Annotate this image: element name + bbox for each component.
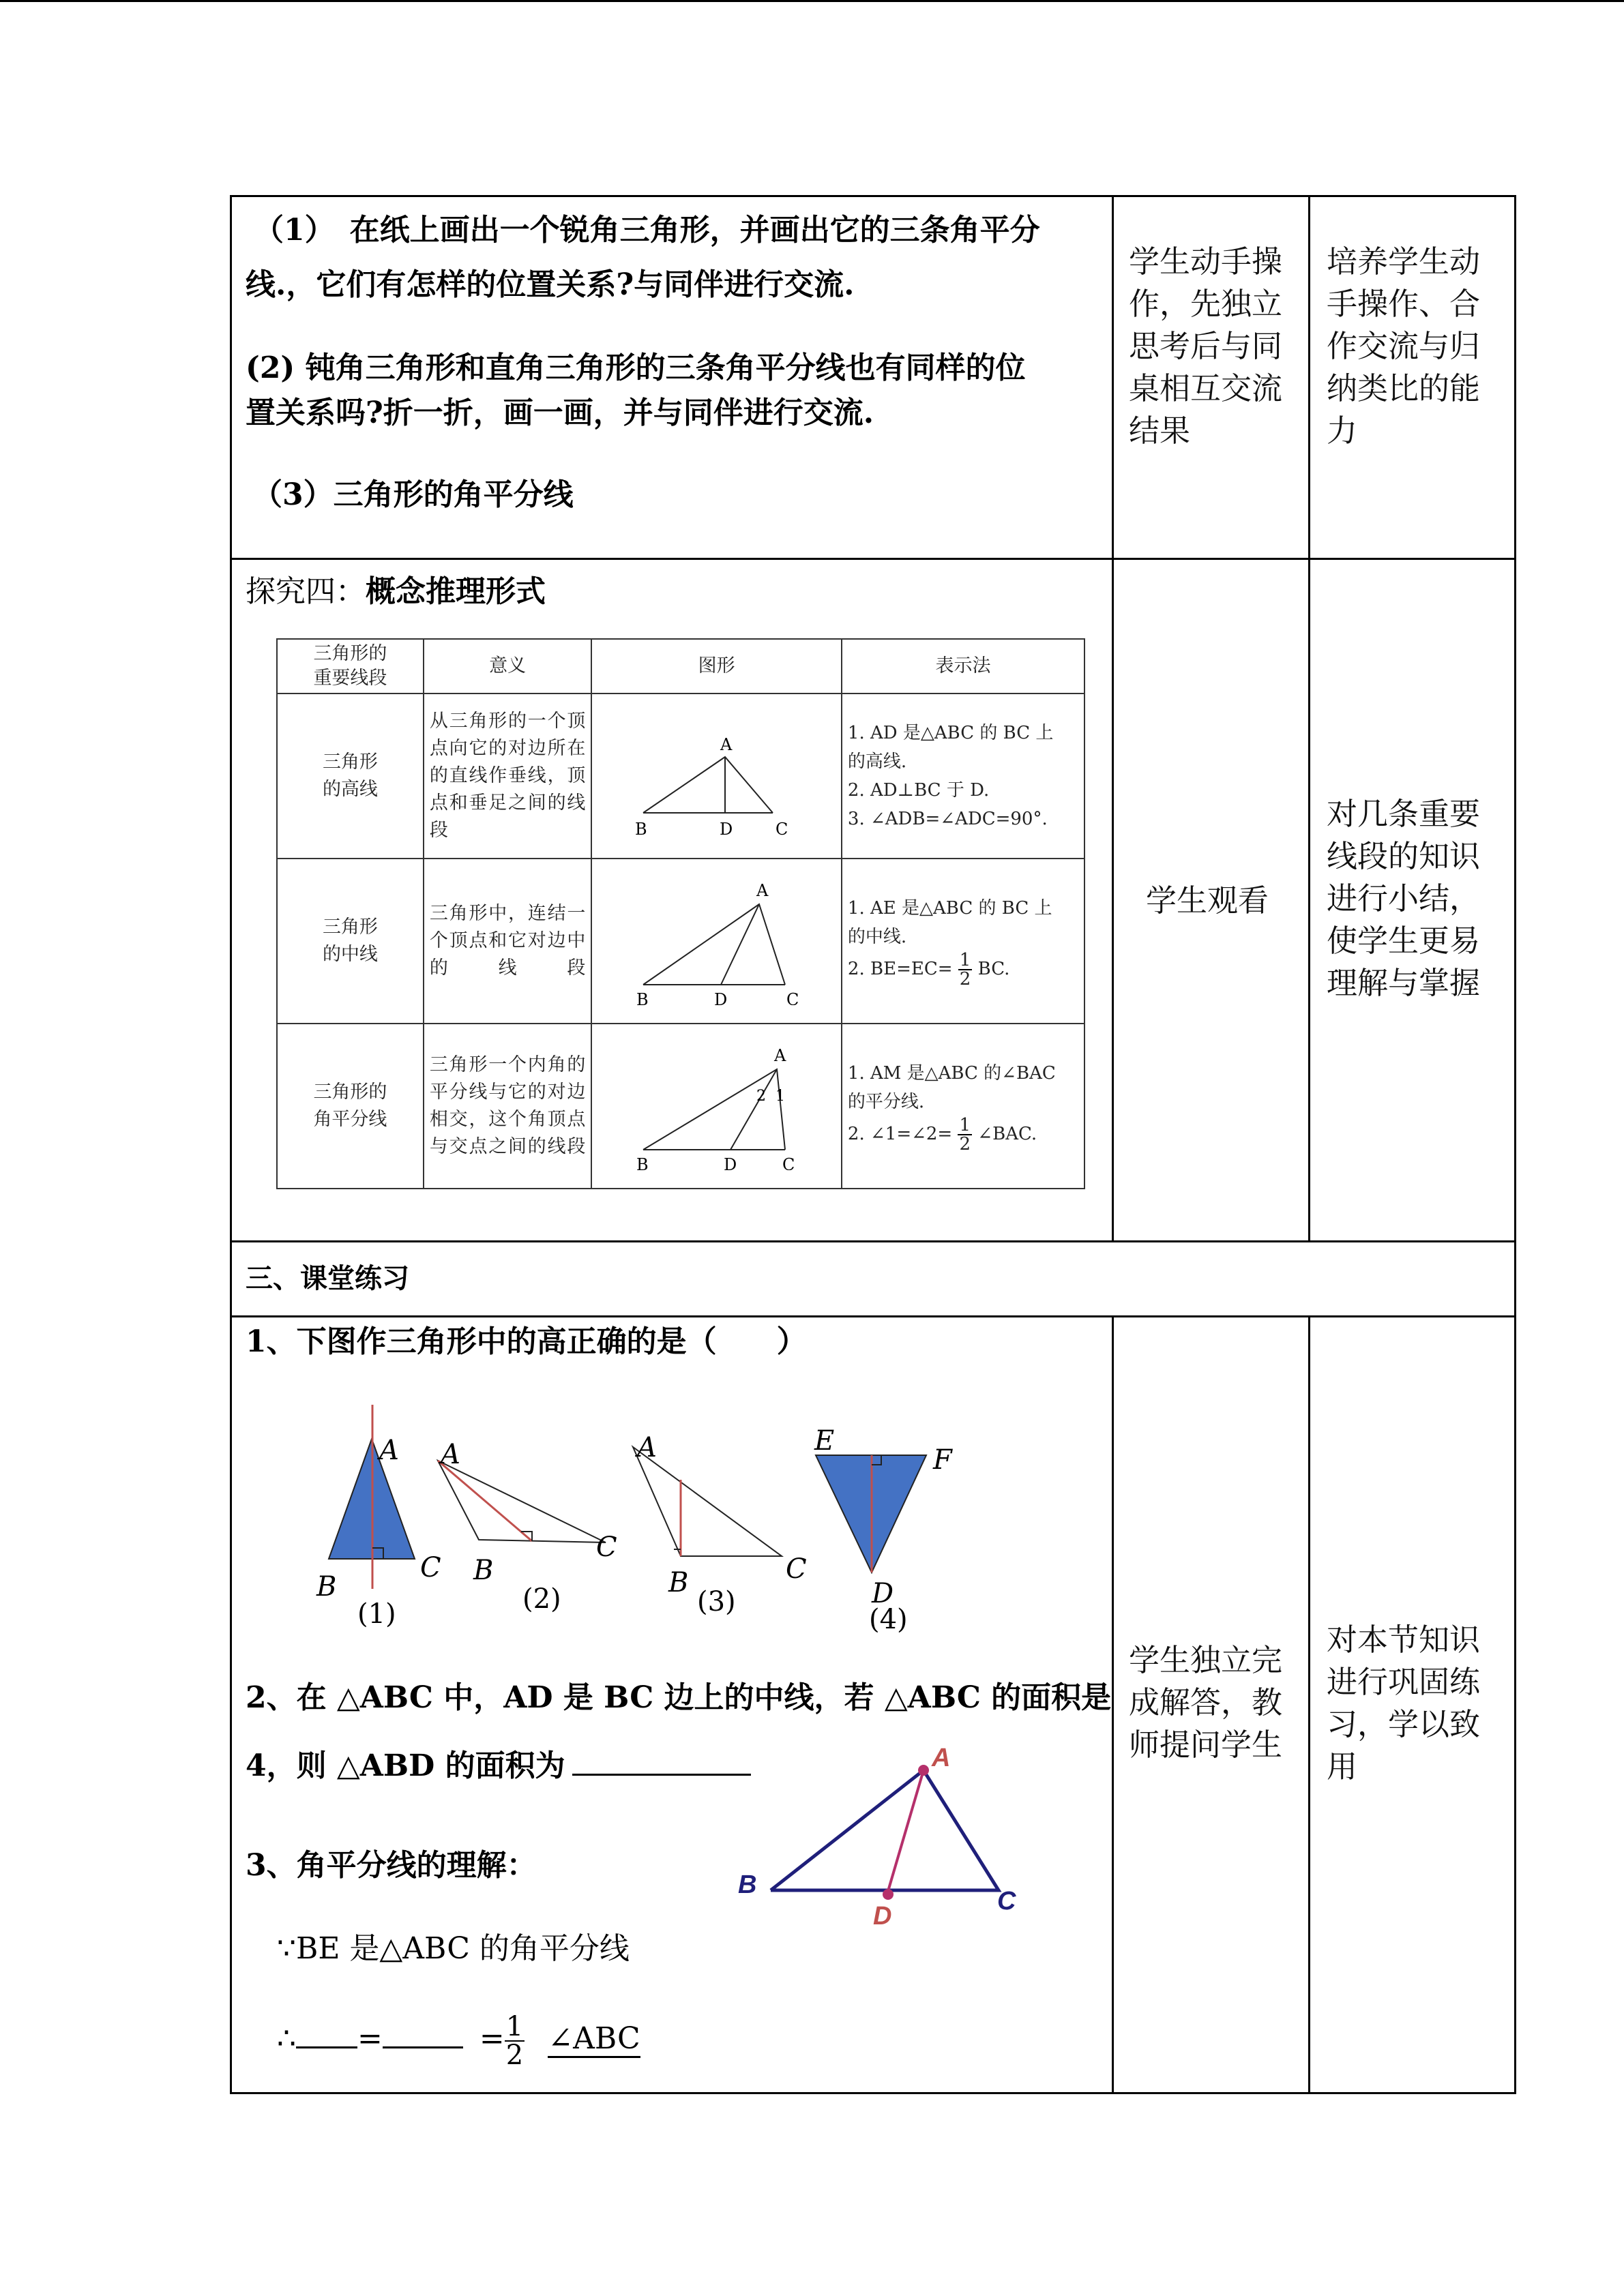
header-segment: 三角形的 重要线段 [277,639,424,694]
svg-text:C: C [997,1887,1016,1915]
svg-text:C: C [786,1553,807,1585]
question-1-line-2: 线.，它们有怎样的位置关系?与同伴进行交流. [246,267,855,302]
svg-text:C: C [420,1552,441,1583]
median-triangle-figure [730,1739,1030,1930]
row-bisector-meaning: 三角形一个内角的平分线与它的对边相交，这个角顶点与交点之间的线段 [424,1024,591,1189]
header-meaning: 意义 [424,639,591,694]
svg-text:C: C [596,1532,617,1563]
svg-text:B: B [668,1567,689,1598]
svg-text:B: B [636,990,649,1005]
row-bisector-notation: 1. AM 是△ABC 的∠BAC 的平分线. 2. ∠1=∠2= $\frac{1}{2}$ ∠BAC. [842,1024,1084,1189]
row-altitude-name: 三角形 的高线 [277,694,424,859]
design-purpose-2: 对几条重要 线段的知识 进行小结， 使学生更易 理解与掌握 [1327,796,1481,1001]
question-1-line-1: （1） 在纸上画出一个锐角三角形，并画出它的三条角平分 [254,213,1040,248]
answer-blank-1[interactable] [296,2023,357,2048]
svg-text:D: D [872,1578,894,1609]
svg-text:B: B [316,1571,337,1602]
practice-question-1: 1、下图作三角形中的高正确的是（ ） [246,1324,807,1359]
svg-text:D: D [873,1902,892,1930]
svg-text:E: E [814,1425,835,1457]
svg-text:A: A [379,1435,399,1466]
student-activity-1: 学生动手操 作，先独立 思考后与同 桌相互交流 结果 [1129,243,1283,449]
student-activity-3: 学生独立完 成解答，教 师提问学生 [1129,1642,1283,1763]
svg-text:B: B [738,1870,757,1899]
svg-text:A: A [932,1744,951,1772]
svg-text:A: A [720,735,732,754]
row-median-notation: 1. AE 是△ABC 的 BC 上 的中线. 2. BE=EC= $\frac{1}{2}$ BC. [842,859,1084,1024]
row-median-meaning: 三角形中，连结一个顶点和它对边中的线段 [424,859,591,1024]
question-2-line-2: 置关系吗?折一折，画一画，并与同伴进行交流. [246,396,874,430]
svg-text:D: D [719,820,733,839]
practice-question-3: 3、角平分线的理解： [246,1848,537,1883]
fraction-half: $\frac{1}{2}$ [959,1115,971,1154]
design-purpose-3: 对本节知识 进行巩固练 习，学以致 用 [1327,1622,1481,1785]
svg-text:A: A [773,1046,786,1065]
svg-text:1: 1 [775,1088,785,1105]
page-top-border [0,0,1624,2]
svg-text:C: C [786,990,799,1005]
svg-text:C: C [775,820,788,839]
svg-text:B: B [473,1555,494,1586]
median-figure [615,869,819,1005]
svg-text:A: A [441,1439,460,1470]
svg-text:C: C [782,1155,795,1170]
svg-text:D: D [723,1155,737,1170]
practice-question-2-line-1: 2、在 △ABC 中，AD 是 BC 边上的中线，若 △ABC 的面积是 [246,1680,1112,1715]
row-bisector-name: 三角形的 角平分线 [277,1024,424,1189]
svg-text:A: A [756,881,768,900]
fraction-half: $\frac{1}{2}$ [959,950,971,989]
altitude-figure [615,704,819,840]
svg-text:(4): (4) [869,1604,908,1635]
student-activity-2: 学生观看 [1146,882,1269,919]
altitude-options-figure [300,1398,955,1650]
svg-text:B: B [636,1155,649,1170]
svg-text:F: F [933,1444,952,1476]
svg-text:(2): (2) [522,1583,561,1615]
svg-text:(3): (3) [697,1586,736,1617]
summary-table [276,638,1085,1189]
design-purpose-1: 培养学生动 手操作、合 作交流与归 纳类比的能 力 [1327,243,1481,449]
question-3: （3）三角形的角平分线 [252,477,574,512]
answer-blank[interactable] [572,1746,751,1776]
bisector-figure [615,1034,819,1170]
answer-blank-2[interactable] [383,2023,463,2048]
svg-text:B: B [634,820,647,839]
question-2-line-1: (2) 钝角三角形和直角三角形的三条角平分线也有同样的位 [246,351,1026,385]
row-altitude-notation: 1. AD 是△ABC 的 BC 上 的高线. 2. AD⊥BC 于 D. 3. ∠ADB=∠ADC=90°. [842,694,1084,859]
row-median-figure [591,859,842,1024]
practice-title: 三、课堂练习 [246,1262,409,1294]
therefore-statement: ∴ = = $\frac{1}{2}$ ∠ABC [277,2010,640,2071]
header-figure: 图形 [591,639,842,694]
svg-text:D: D [713,990,727,1005]
svg-text:2: 2 [756,1088,766,1105]
fraction-half: $\frac{1}{2}$ [505,2010,524,2071]
practice-question-2-line-2: 4，则 △ABD 的面积为 [246,1744,751,1788]
svg-text:(1): (1) [357,1598,396,1630]
header-notation: 表示法 [842,639,1084,694]
because-statement: ∵BE 是△ABC 的角平分线 [277,1931,630,1966]
row-bisector-figure [591,1024,842,1189]
row-altitude-figure [591,694,842,859]
svg-text:A: A [637,1432,657,1463]
section-title: 探究四：概念推理形式 [246,574,546,609]
row-altitude-meaning: 从三角形的一个顶点向它的对边所在的直线作垂线，顶点和垂足之间的线段 [424,694,591,859]
row-median-name: 三角形 的中线 [277,859,424,1024]
